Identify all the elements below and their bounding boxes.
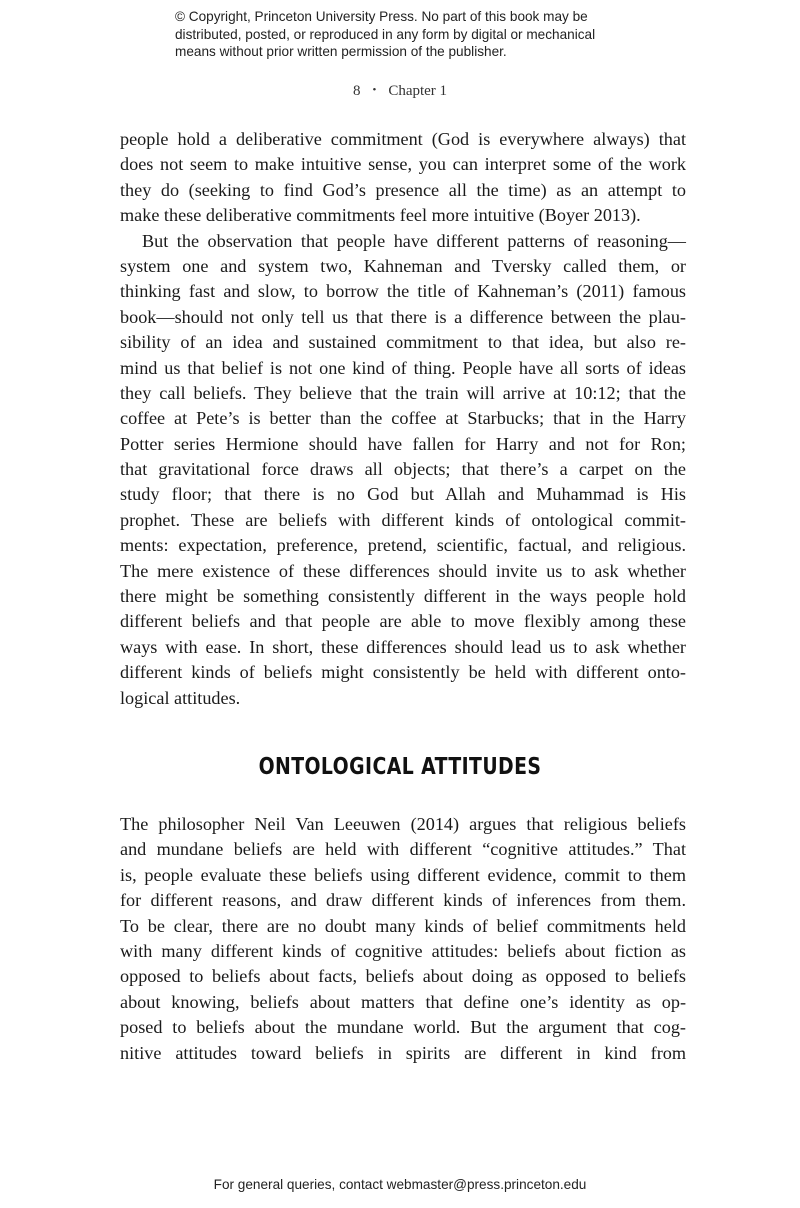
paragraph-continued: [120, 127, 686, 229]
text-line: and mundane beliefs are held with different “cognitive attitudes.” That: [120, 839, 686, 860]
text-line: The mere existence of these differences should invite us to ask whether: [120, 560, 686, 581]
text-line: book—should not only tell us that there is a difference between the plau-: [120, 306, 686, 327]
copyright-notice: [175, 8, 645, 61]
text-line: opposed to beliefs about facts, beliefs about doing as opposed to beliefs: [120, 966, 686, 987]
text-line: is, people evaluate these beliefs using different evidence, commit to them: [120, 864, 686, 885]
text-line: system one and system two, Kahneman and Tversky called them, or: [120, 255, 686, 276]
text-line: they do (seeking to find God’s presence all the time) as an attempt to: [120, 179, 686, 200]
text-line: To be clear, there are no doubt many kinds of belief commitments held: [120, 915, 686, 936]
page-number: 8: [352, 83, 361, 99]
text-line: mind us that belief is not one kind of thing. People have all sorts of ideas: [120, 357, 686, 378]
text-line: different beliefs and that people are able to move flexibly among these: [120, 611, 686, 632]
text-line: sibility of an idea and sustained commitment to that idea, but also re-: [120, 332, 686, 353]
text-line: does not seem to make intuitive sense, you can interpret some of the work: [120, 154, 686, 175]
text-line: people hold a deliberative commitment (God is everywhere always) that: [120, 129, 686, 149]
text-line: thinking fast and slow, to borrow the title of Kahneman’s (2011) famous: [120, 281, 686, 302]
copyright-line: distributed, posted, or reproduced in any form by digital or mechanical: [175, 26, 596, 42]
text-line: make these deliberative commitments feel more intuitive (Boyer 2013).: [120, 205, 641, 226]
body-text-bottom: [120, 812, 686, 1066]
text-line: The philosopher Neil Van Leeuwen (2014) argues that religious beliefs: [120, 814, 686, 834]
paragraph-belief-kinds: [120, 229, 686, 711]
text-line: ways with ease. In short, these differences should lead us to ask whether: [120, 636, 686, 657]
text-line: posed to beliefs about the mundane world. But the argument that cog-: [120, 1017, 686, 1038]
text-line: ments: expectation, preference, pretend, scientific, factual, and religious.: [120, 535, 686, 556]
text-line: prophet. These are beliefs with different kinds of ontological commit-: [120, 509, 686, 530]
text-line: with many different kinds of cognitive attitudes: beliefs about fiction as: [120, 940, 686, 961]
paragraph-cognitive-attitudes: [120, 812, 686, 1066]
copyright-line: means without prior written permission of the publisher.: [175, 44, 507, 59]
text-line: that gravitational force draws all objects; that there’s a carpet on the: [120, 459, 686, 480]
body-text-top: [120, 127, 686, 711]
text-line: Potter series Hermione should have fallen for Harry and not for Ron;: [120, 433, 686, 454]
text-line: study floor; that there is no God but Allah and Muhammad is His: [120, 484, 686, 505]
text-line: about knowing, beliefs about matters that define one’s identity as op-: [120, 991, 686, 1012]
text-line: different kinds of beliefs might consistently be held with different onto-: [120, 662, 686, 683]
text-line: But the observation that people have different patterns of reasoning—: [142, 230, 686, 251]
section-heading: ONTOLOGICAL ATTITUDES: [258, 754, 542, 780]
copyright-line: © Copyright, Princeton University Press. No part of this book may be: [175, 9, 588, 24]
text-line: logical attitudes.: [120, 687, 241, 708]
text-line: there might be something consistently different in the ways people hold: [120, 586, 686, 607]
running-head: [0, 83, 800, 100]
bullet-separator-icon: •: [372, 84, 377, 96]
chapter-title: Chapter 1: [388, 83, 448, 99]
text-line: nitive attitudes toward beliefs in spirits are different in kind from: [120, 1042, 686, 1063]
footer-contact: For general queries, contact webmaster@press.princeton.edu: [213, 1177, 587, 1192]
text-line: for different reasons, and draw different kinds of inferences from them.: [120, 890, 686, 911]
text-line: they call beliefs. They believe that the train will arrive at 10:12; that the: [120, 382, 686, 403]
text-line: coffee at Pete’s is better than the coffee at Starbucks; that in the Harry: [120, 408, 686, 429]
